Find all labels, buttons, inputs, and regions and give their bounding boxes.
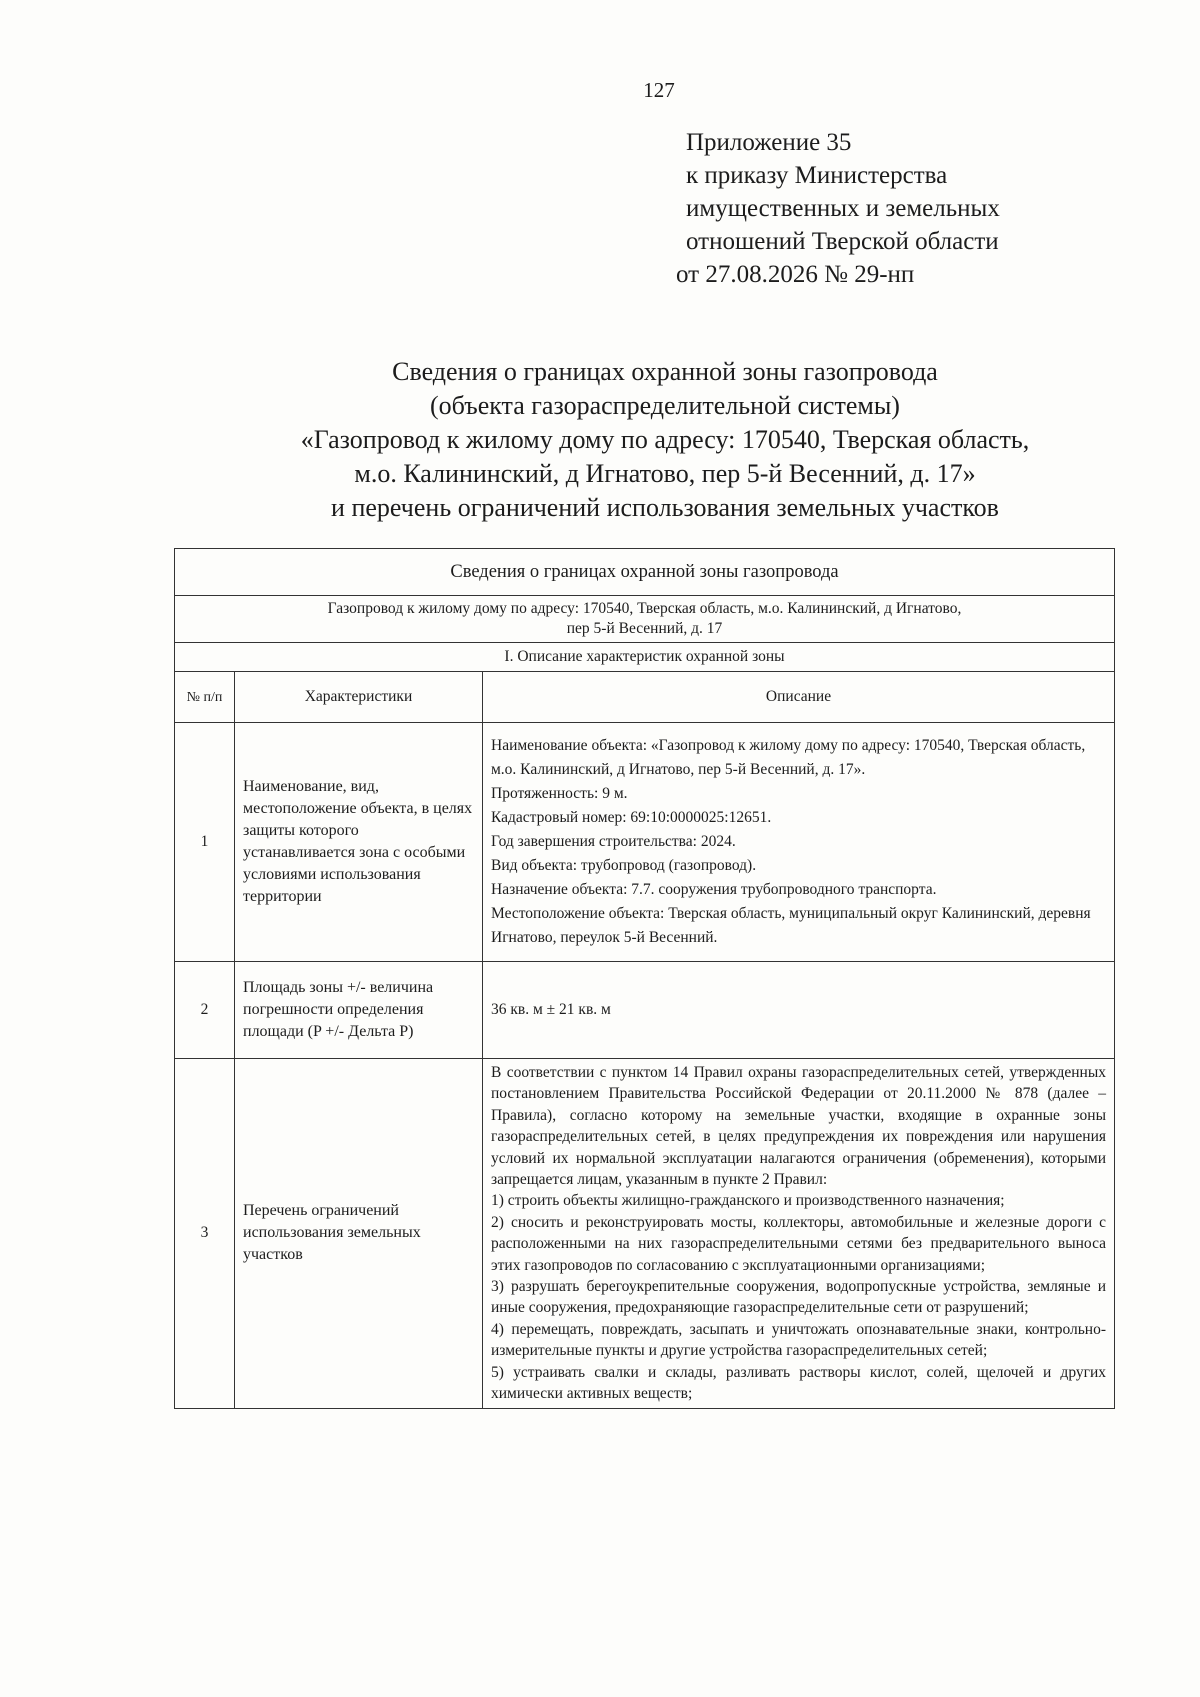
description-line: Кадастровый номер: 69:10:0000025:12651. [491, 809, 772, 826]
row-description [483, 962, 1115, 1059]
title-line: «Газопровод к жилому дому по адресу: 170540, Тверская область, [300, 425, 1030, 454]
page-number: 127 [643, 78, 675, 102]
appendix-line: имущественных и земельных [686, 195, 1000, 222]
appendix-header [676, 126, 1000, 291]
row-number: 3 [175, 1059, 235, 1409]
table-row [175, 962, 1115, 1059]
table-row [175, 723, 1115, 962]
object-name-cell [175, 596, 1115, 643]
row-description [483, 1059, 1115, 1409]
column-header-description: Описание [483, 672, 1115, 723]
column-header-characteristics: Характеристики [235, 672, 483, 723]
object-name-line: Газопровод к жилому дому по адресу: 170540, Тверская область, м.о. Калининский, д Игнатово, [327, 600, 962, 617]
title-line: (объекта газораспределительной системы) [430, 391, 900, 420]
title-line: и перечень ограничений использования земельных участков [331, 493, 999, 522]
appendix-line: к приказу Министерства [686, 162, 948, 189]
description-line: Местоположение объекта: Тверская область, муниципальный округ Калининский, деревня Игнатово, переулок 5-й Весенний. [491, 905, 1091, 946]
zone-table [174, 548, 1115, 1409]
description-line: Вид объекта: трубопровод (газопровод). [491, 857, 757, 874]
table-header: Сведения о границах охранной зоны газопровода [175, 549, 1115, 596]
appendix-line: отношений Тверской области [686, 228, 999, 255]
section-heading: I. Описание характеристик охранной зоны [175, 643, 1115, 672]
appendix-date: от 27.08.2026 № 29-нп [676, 261, 915, 288]
row-characteristic: Наименование, вид, местоположение объекта, в целях защиты которого устанавливается зона с особыми условиями использования территории [235, 723, 483, 962]
description-line: 36 кв. м ± 21 кв. м [491, 1001, 611, 1018]
description-paragraph: В соответствии с пунктом 14 Правил охраны газораспределительных сетей, утвержденных постановлением Правительства Российской Федерации от 20.11.2000 № 878 (далее – Правила), согласно которому на земельные участки, входящие в охранные зоны газораспределительных сетей, в целях предупреждения их повреждения или нарушения условий их нормальной эксплуатации налагаются ограничения (обременения), которыми запрещается лицам, указанным в пункте 2 Правил: [491, 1064, 1107, 1189]
description-line: Наименование объекта: «Газопровод к жилому дому по адресу: 170540, Тверская область, м.о. Калининский, д Игнатово, пер 5-й Весенний, д. 17». [491, 737, 1086, 778]
description-line: Назначение объекта: 7.7. сооружения трубопроводного транспорта. [491, 881, 937, 898]
row-description [483, 723, 1115, 962]
description-paragraph: 1) строить объекты жилищно-гражданского и производственного назначения; [491, 1192, 1005, 1210]
description-paragraph: 5) устраивать свалки и склады, разливать растворы кислот, солей, щелочей и других химически активных веществ; [491, 1363, 1107, 1403]
description-paragraph: 3) разрушать берегоукрепительные сооружения, водопропускные устройства, земляные и иные сооружения, предохраняющие газораспределительные сети от разрушений; [491, 1278, 1107, 1317]
row-characteristic: Перечень ограничений использования земельных участков [235, 1059, 483, 1409]
row-number: 1 [175, 723, 235, 962]
description-line: Год завершения строительства: 2024. [491, 833, 736, 850]
column-header-number: № п/п [175, 672, 235, 723]
document-title [0, 355, 1200, 525]
title-line: Сведения о границах охранной зоны газопровода [392, 357, 938, 386]
appendix-line: Приложение 35 [686, 129, 852, 156]
row-characteristic: Площадь зоны +/- величина погрешности определения площади (P +/- Дельта P) [235, 962, 483, 1059]
row-number: 2 [175, 962, 235, 1059]
description-line: Протяженность: 9 м. [491, 785, 628, 802]
object-name-line: пер 5-й Весенний, д. 17 [566, 620, 723, 637]
description-paragraph: 4) перемещать, повреждать, засыпать и уничтожать опознавательные знаки, контрольно-измерительные пункты и другие устройства газораспределительных сетей; [491, 1320, 1107, 1360]
table-row [175, 1059, 1115, 1409]
title-line: м.о. Калининский, д Игнатово, пер 5-й Весенний, д. 17» [354, 459, 976, 488]
description-paragraph: 2) сносить и реконструировать мосты, коллекторы, автомобильные и железные дороги с расположенными на них газораспределительными сетями без предварительного выноса этих газопроводов по согласованию с эксплуатационными организациями; [491, 1213, 1107, 1274]
